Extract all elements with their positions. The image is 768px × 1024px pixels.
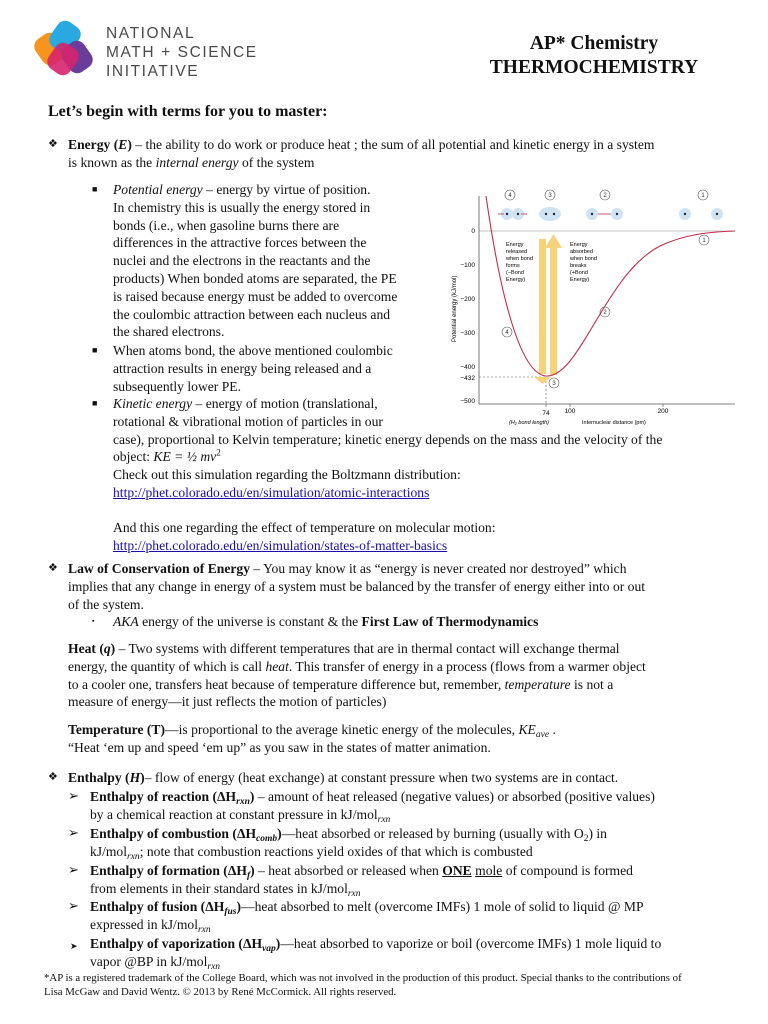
energy-symbol: E (118, 137, 128, 152)
y-tick-label: −200 (460, 296, 475, 303)
svg-text:3: 3 (552, 381, 556, 387)
kinetic-term: Kinetic energy (113, 396, 193, 411)
svg-text:Energy): Energy) (570, 277, 590, 283)
conservation-block (68, 560, 758, 613)
conservation-line2: implies that any change in energy of a system must be balanced by the transfer of energy either into or out (68, 578, 646, 594)
aka-text: energy of the universe is constant & the (138, 614, 362, 629)
enthalpy-item-sym: ΔH (217, 789, 237, 804)
enthalpy-item-line1: – amount of heat released (negative values) or absorbed (positive values) (254, 789, 655, 804)
bond-line-2: subsequently lower PE. (113, 378, 241, 394)
enthalpy-item-sym: ΔH (236, 826, 257, 841)
enthalpy-item-sub: vap (262, 944, 276, 954)
y-tick-label: −500 (460, 398, 475, 405)
step-marker-labels (505, 193, 706, 387)
enthalpy-item-line1: —heat absorbed to melt (overcome IMFs) 1 mole of solid to liquid @ MP (241, 899, 644, 914)
enthalpy-item-line2-sub: rxn (127, 851, 140, 862)
enthalpy-item-sub: fus (224, 907, 237, 917)
x-axis-label: Internuclear distance (pm) (582, 420, 646, 426)
enthalpy-item-term: Enthalpy of vaporization (90, 936, 236, 951)
temperature-line1: —is proportional to the average kinetic energy of the molecules, (165, 722, 519, 737)
enthalpy-symbol: H (129, 770, 141, 785)
potential-line-5: products) When bonded atoms are separated, the PE (113, 270, 397, 286)
potential-term: Potential energy (113, 182, 203, 197)
enthalpy-item-sym: ΔH (205, 899, 225, 914)
energy-text-c: of the system (238, 154, 315, 170)
potential-line-8: the shared electrons. (113, 324, 225, 340)
enthalpy-item-line2: vapor @BP in kJ/mol (90, 953, 208, 969)
y-axis-label: Potential energy (kJ/mol) (452, 275, 458, 342)
enthalpy-item-term: Enthalpy of combustion (90, 826, 229, 841)
conservation-line1: – You may know it as “energy is never created nor destroyed” which (250, 561, 627, 576)
diamond-bullet-icon: ❖ (48, 562, 58, 574)
enthalpy-item-line1: —heat absorbed or released by burning (usually with O (281, 826, 584, 841)
bond-length-label: (H₂ bond length) (509, 420, 550, 426)
heat-line2-c: . This transfer of energy in a process (flows from a warmer object (288, 658, 646, 674)
footer (44, 972, 764, 999)
org-line2: MATH + SCIENCE (106, 44, 258, 61)
enthalpy-item-sub: f (246, 871, 251, 881)
enthalpy-formation: Enthalpy of formation $(\Delta H_f)$ – heat absorbed or released when ONE mole of compound is formed from elements in their standard states in kJ/mol$_{rxn}$ (90, 863, 633, 899)
enthalpy-item-term: Enthalpy of reaction (90, 789, 210, 804)
svg-text:breaks: breaks (570, 263, 587, 269)
heat-line4: measure of energy—it just reflects the motion of particles) (68, 694, 387, 710)
enthalpy-item-line2: kJ/mol (90, 843, 128, 859)
temperature-line1-end: . (549, 722, 556, 737)
enthalpy-item-term: Enthalpy of formation (90, 863, 220, 878)
svg-text:forms: forms (506, 263, 520, 269)
enthalpy-item-sym: ΔH (227, 863, 247, 878)
kinetic-line3: case), proportional to Kelvin temperature; kinetic energy depends on the mass and the velocity of the (113, 431, 663, 447)
enthalpy-item-line2: by a chemical reaction at constant pressure in kJ/mol (90, 806, 378, 822)
kinetic-line1: – energy of motion (translational, (192, 396, 378, 411)
svg-text:2: 2 (603, 310, 607, 316)
conservation-term: Law of Conservation of Energy (68, 561, 250, 576)
enthalpy-reaction: Enthalpy of reaction $(\Delta H_{rxn})$ – amount of heat released (negative values) or absorbed (positive values) by a chemical reaction at constant pressure in kJ/mol$_{rxn}$ (90, 789, 655, 825)
kinetic-line4: object: (113, 449, 154, 465)
svg-text:1: 1 (701, 193, 705, 199)
page-title (430, 32, 758, 80)
kinetic-line2: rotational & vibrational motion of particles in our (113, 413, 383, 429)
x-tick-label: 100 (564, 408, 576, 415)
heat-line3-b: temperature (504, 676, 571, 692)
svg-text:Energy: Energy (506, 242, 524, 248)
atom-pair-icons (498, 207, 723, 221)
square-bullet-icon: ■ (92, 345, 98, 355)
heat-term: Heat (68, 641, 96, 656)
bond-energy-diagram (430, 184, 740, 430)
energy-text-a: – the ability to do work or produce heat ; the sum of all potential and kinetic energy in a system (131, 137, 655, 152)
one-term: ONE (442, 863, 472, 878)
energy-term: Energy (68, 137, 111, 152)
footer-line2: Lisa McGaw and David Wentz. © 2013 by René McCormick. All rights reserved. (44, 985, 397, 998)
aka-line (113, 613, 538, 631)
temperature-block (68, 721, 758, 757)
energy-released-arrow (539, 239, 546, 374)
heat-line3-c: is not a (570, 676, 614, 692)
ke-symbol: KE (518, 722, 536, 737)
heat-block: Heat (q) – Two systems with different temperatures that are in thermal contact will exchange thermal energy, the quantity of which is call heat. This transfer of energy in a process (flows from a warmer object to a cooler one, transfers heat because of temperature difference but, remember, temperature is not a measure of energy—it just reflects the motion of particles) (68, 640, 758, 711)
y-tick-label: −400 (460, 364, 475, 371)
arrow-bullet-icon: ➢ (68, 863, 79, 878)
mole-term: mole (475, 863, 503, 878)
svg-text:when bond: when bond (570, 256, 597, 262)
ke-formula: KE = ½ mv (153, 449, 217, 465)
sim1-text: Check out this simulation regarding the Boltzmann distribution: (113, 467, 461, 483)
energy-definition: Energy (E) – the ability to do work or produce heat ; the sum of all potential and kinetic energy in a system is known as the internal energy of the system (68, 137, 655, 170)
svg-text:4: 4 (505, 330, 509, 336)
svg-text:released: released (506, 249, 528, 255)
heat-line2-b: heat (265, 658, 289, 674)
temperature-term: Temperature (T) (68, 722, 166, 737)
y-tick-label: −100 (460, 262, 475, 269)
diamond-bullet-icon: ❖ (48, 771, 58, 783)
enthalpy-fusion: Enthalpy of fusion $(\Delta H_{fus})—heat$ absorbed to melt (overcome IMFs) 1 mole of solid to liquid @ MP expressed in kJ/mol$_{rxn}$ (90, 899, 644, 935)
first-law-term: First Law of Thermodynamics (361, 614, 539, 629)
enthalpy-item-line1: —heat absorbed to vaporize or boil (overcome IMFs) 1 mole liquid to (280, 936, 662, 951)
bond-line-1: attraction results in energy being released and a (113, 360, 372, 376)
diamond-bullet-icon: ❖ (48, 138, 58, 150)
y-tick-label: −300 (460, 330, 475, 337)
svg-text:Energy): Energy) (506, 277, 526, 283)
aka-term: AKA (113, 614, 139, 629)
title-line1: AP* Chemistry (529, 33, 659, 54)
o2-sub: 2 (583, 834, 589, 844)
potential-line-0: – energy by virtue of position. (202, 182, 371, 197)
step-markers (502, 190, 709, 388)
enthalpy-item-sym: ΔH (242, 936, 263, 951)
ke-formula-sup: 2 (216, 447, 221, 458)
internal-energy-term: internal energy (155, 154, 239, 170)
states-of-matter-link[interactable]: http://phet.colorado.edu/en/simulation/states-of-matter-basics (113, 537, 448, 553)
atomic-interactions-link[interactable]: http://phet.colorado.edu/en/simulation/atomic-interactions (113, 484, 430, 500)
small-bullet-icon: ▪ (92, 617, 95, 625)
potential-line-1: In chemistry this is usually the energy stored in (113, 199, 371, 215)
small-arrow-bullet-icon: ➤ (70, 941, 78, 951)
enthalpy-item-term: Enthalpy of fusion (90, 899, 198, 914)
enthalpy-vaporization: Enthalpy of vaporization $(\Delta H_{vap})—heat$ absorbed to vaporize or boil (overcome IMFs) 1 mole liquid to vapor @BP in kJ/mol$_{rxn}$ (90, 936, 662, 972)
svg-text:2: 2 (603, 193, 607, 199)
heat-line3-a: to a cooler one, transfers heat because of temperature difference but, remember, (68, 676, 505, 692)
arrow-bullet-icon: ➢ (68, 899, 79, 914)
footer-line1: *AP is a registered trademark of the College Board, which was not involved in the production of this product. Special thanks to the contributions of (44, 972, 682, 984)
enthalpy-item-line1-end: ) in (588, 826, 607, 841)
enthalpy-combustion: Enthalpy of combustion $(\Delta H_{comb})—heat$ absorbed or released by burning (usually with $O_2$) in kJ/mol$_{rxn}$; note that combustion reactions yield oxides of that which is combusted (90, 826, 607, 862)
potential-line-2: bonds (i.e., when gasoline burns there are (113, 217, 340, 233)
enthalpy-item-line1a: – heat absorbed or released when (254, 863, 443, 878)
x-tick-label: 74 (542, 410, 550, 417)
enthalpy-item-line2-end: ; note that combustion reactions yield oxides of that which is combusted (139, 843, 533, 859)
sim2-text: And this one regarding the effect of temperature on molecular motion: (113, 519, 496, 535)
heat-line1: – Two systems with different temperatures that are in thermal contact will exchange thermal (115, 641, 620, 656)
potential-line-7: the coulombic attraction between each nucleus and (113, 306, 391, 322)
enthalpy-item-line2: expressed in kJ/mol (90, 916, 198, 932)
potential-line-6: is raised because energy must be added to overcome (113, 288, 398, 304)
arrow-bullet-icon: ➢ (68, 789, 79, 804)
heat-symbol: q (103, 641, 111, 656)
conservation-line3: of the system. (68, 596, 144, 612)
enthalpy-item-sub: comb (256, 834, 278, 844)
svg-text:4: 4 (508, 193, 512, 199)
x-tick-label: 200 (657, 408, 669, 415)
enthalpy-item-line2: from elements in their standard states in kJ/mol (90, 880, 348, 896)
enthalpy-definition: Enthalpy (H)– flow of energy (heat exchange) at constant pressure when two systems are in contact. (68, 770, 619, 785)
svg-text:1: 1 (702, 238, 706, 244)
enthalpy-item-line2-sub: rxn (207, 961, 221, 972)
square-bullet-icon: ■ (92, 398, 98, 408)
energy-text-b: is known as the (68, 154, 156, 170)
temperature-line2: “Heat ‘em up and speed ‘em up” as you saw in the states of matter animation. (68, 739, 491, 755)
svg-text:absorbed: absorbed (570, 249, 593, 255)
released-label (505, 242, 533, 283)
absorbed-label (569, 242, 597, 283)
arrow-bullet-icon: ➢ (68, 826, 79, 841)
org-line1: NATIONAL (106, 25, 196, 42)
bond-block (113, 342, 433, 395)
heat-line2-a: energy, the quantity of which is call (68, 658, 266, 674)
potential-line-3: differences in the attractive forces between the (113, 235, 367, 251)
bond-line-0: When atoms bond, the above mentioned coulombic (113, 343, 393, 358)
org-name (106, 24, 258, 81)
svg-text:Energy: Energy (570, 242, 588, 248)
enthalpy-item-line1b: of compound is formed (502, 863, 633, 878)
svg-text:(−Bond: (−Bond (506, 270, 524, 276)
potential-line-4: nuclei and the electrons in the reactants and the (113, 253, 371, 269)
enthalpy-item-line2-sub: rxn (197, 924, 211, 935)
enthalpy-item-line2-sub: rxn (377, 814, 391, 825)
potential-energy-curve (486, 196, 735, 376)
potential-energy-block (113, 181, 433, 341)
enthalpy-text: – flow of energy (heat exchange) at constant pressure when two systems are in contact. (144, 770, 619, 785)
title-line2: THERMOCHEMISTRY (489, 57, 699, 78)
logo-mark-icon (34, 20, 94, 78)
nmsi-logo (34, 20, 94, 78)
enthalpy-item-line2-sub: rxn (347, 888, 361, 899)
svg-text:(+Bond: (+Bond (570, 270, 588, 276)
svg-text:3: 3 (548, 193, 552, 199)
square-bullet-icon: ■ (92, 184, 98, 194)
y-tick-label: −432 (460, 375, 475, 382)
intro-heading: Let’s begin with terms for you to master: (48, 103, 328, 120)
ke-sub: ave (535, 730, 550, 740)
energy-absorbed-arrow (550, 247, 557, 375)
enthalpy-item-sub: rxn (236, 797, 250, 807)
enthalpy-term: Enthalpy (68, 770, 122, 785)
y-tick-label: 0 (471, 228, 475, 235)
svg-text:when bond: when bond (506, 256, 533, 262)
org-line3: INITIATIVE (106, 63, 200, 80)
